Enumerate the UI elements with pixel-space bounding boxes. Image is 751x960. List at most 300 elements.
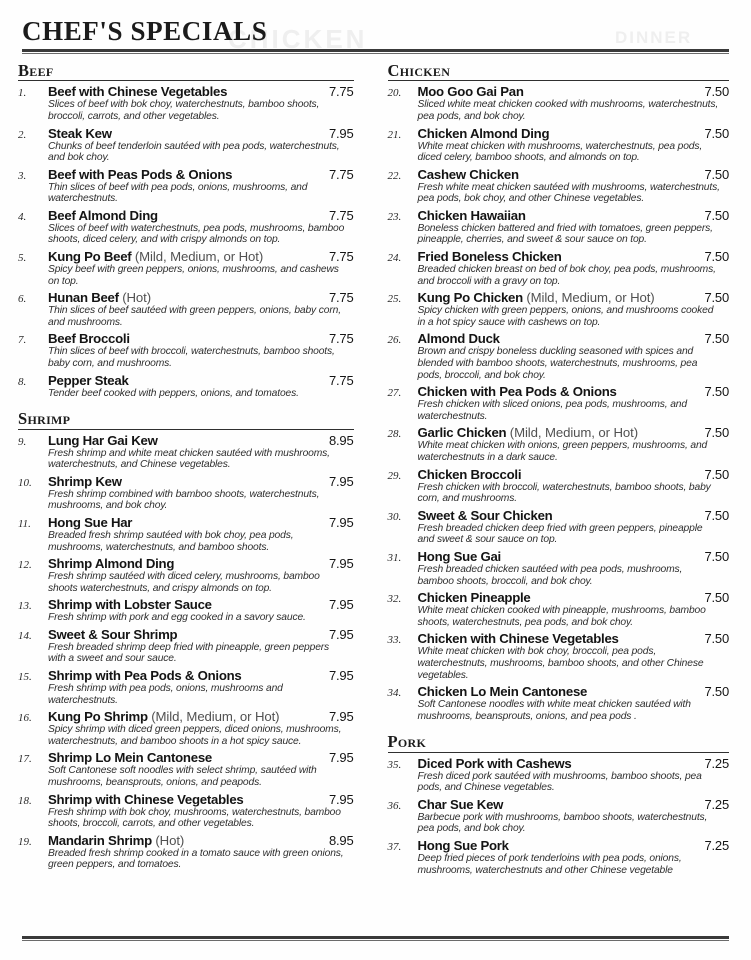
menu-item-description: Slices of beef with waterchestnuts, pea pods, mushrooms, bamboo shoots, diced celery, and with crispy almonds on top. bbox=[48, 222, 345, 246]
menu-item-title-row bbox=[418, 508, 730, 523]
menu-item-description: Fresh shrimp with bok choy, mushrooms, waterchestnuts, bamboo shoots, broccoli, carrots, and other vegetables. bbox=[48, 806, 341, 830]
menu-item-name-text: Kung Po Chicken bbox=[417, 290, 523, 306]
menu-item[interactable] bbox=[18, 208, 354, 246]
menu-item-title-row bbox=[48, 84, 354, 99]
menu-item-name-text: Pepper Steak bbox=[48, 372, 129, 388]
menu-item-name-text: Chicken Almond Ding bbox=[417, 125, 550, 141]
menu-item-name-text: Chicken Hawaiian bbox=[417, 207, 526, 223]
print-showthrough-artifact: CHICKEN bbox=[228, 24, 368, 54]
menu-item-name bbox=[418, 549, 501, 564]
menu-item-name-text: Kung Po Beef bbox=[48, 249, 132, 265]
menu-item-name-text: Moo Goo Gai Pan bbox=[417, 84, 524, 100]
menu-item-description: Fresh white meat chicken sautéed with mushrooms, waterchestnuts, pea pods, bok choy, and other Chinese vegetables. bbox=[417, 181, 720, 205]
menu-item-description: Fresh shrimp with pork and egg cooked in a savory sauce. bbox=[48, 612, 306, 624]
menu-item-price: 7.95 bbox=[328, 750, 354, 766]
menu-item-description: White meat chicken with onions, green peppers, mushrooms, and waterchestnuts in a dark sauce. bbox=[417, 440, 708, 463]
menu-item-price: 8.95 bbox=[328, 432, 354, 448]
menu-item-body bbox=[418, 249, 730, 287]
menu-item-body bbox=[48, 750, 354, 788]
menu-item-name bbox=[48, 126, 112, 141]
menu-item-name-text: Steak Kew bbox=[48, 125, 112, 141]
menu-item-number: 28. bbox=[387, 428, 402, 441]
menu-item-number: 19. bbox=[18, 835, 32, 848]
menu-item-body bbox=[418, 631, 730, 681]
menu-item[interactable] bbox=[18, 515, 354, 553]
menu-item-description: Spicy shrimp with diced green peppers, diced onions, mushrooms, waterchestnuts, and bamboo shoots in a hot spicy sauce. bbox=[48, 724, 342, 747]
menu-columns bbox=[0, 62, 751, 879]
menu-item-body bbox=[418, 331, 730, 381]
left-column bbox=[0, 62, 376, 879]
menu-item-price: 7.50 bbox=[704, 331, 729, 347]
menu-item-title-row bbox=[418, 249, 730, 264]
print-showthrough-artifact: DINNER bbox=[615, 28, 693, 47]
menu-item[interactable] bbox=[388, 290, 730, 328]
menu-item-number: 33. bbox=[387, 634, 402, 647]
menu-item-title-row bbox=[418, 290, 730, 305]
menu-item-name-text: Hong Sue Gai bbox=[417, 548, 501, 564]
menu-item-name bbox=[418, 797, 504, 812]
menu-item-title-row bbox=[48, 373, 354, 388]
menu-item-body bbox=[48, 833, 354, 871]
menu-item-description: Slices of beef with bok choy, waterchestnuts, bamboo shoots, broccoli, carrots, and other vegetables. bbox=[48, 99, 320, 122]
menu-item-title-row bbox=[418, 331, 730, 346]
menu-item-body bbox=[418, 167, 730, 205]
menu-item-title-row bbox=[48, 792, 354, 807]
menu-item[interactable] bbox=[388, 167, 730, 205]
menu-item-title-row bbox=[418, 126, 730, 141]
menu-item-price: 7.95 bbox=[328, 473, 354, 489]
menu-item-title-row bbox=[418, 684, 730, 699]
menu-item-name-text: Lung Har Gai Kew bbox=[48, 432, 158, 448]
footer-rule bbox=[22, 936, 729, 941]
menu-item[interactable] bbox=[18, 331, 354, 369]
menu-item-description: Thin slices of beef with broccoli, waterchestnuts, bamboo shoots, baby corn, and mushrooms. bbox=[48, 346, 335, 370]
menu-item-title-row bbox=[418, 84, 730, 99]
menu-item-name bbox=[48, 515, 132, 530]
menu-item-description: Sliced white meat chicken cooked with mushrooms, waterchestnuts, pea pods, and bok choy. bbox=[417, 99, 719, 122]
menu-item-price: 7.75 bbox=[328, 249, 354, 265]
menu-item-number: 4. bbox=[18, 210, 27, 223]
menu-item[interactable] bbox=[388, 384, 730, 422]
menu-item-name bbox=[418, 249, 562, 264]
menu-item-title-row bbox=[418, 384, 730, 399]
menu-item-number: 20. bbox=[387, 87, 402, 100]
menu-item-description: Fresh breaded shrimp deep fried with pineapple, green peppers with a sweet and sour sauce. bbox=[48, 641, 330, 665]
menu-item-name-text: Beef Broccoli bbox=[48, 331, 130, 347]
menu-item[interactable] bbox=[18, 627, 354, 665]
menu-item-number: 11. bbox=[18, 517, 31, 530]
menu-section bbox=[18, 410, 354, 871]
menu-item-name-text: Cashew Chicken bbox=[417, 166, 519, 182]
menu-item-number: 8. bbox=[18, 375, 27, 388]
menu-item-name-text: Char Sue Kew bbox=[417, 796, 504, 812]
menu-item-number: 1. bbox=[18, 87, 27, 100]
menu-item-name-text: Diced Pork with Cashews bbox=[417, 755, 572, 771]
menu-item-title-row bbox=[418, 631, 730, 646]
menu-item-body bbox=[48, 331, 354, 369]
menu-item-price: 8.95 bbox=[328, 832, 354, 848]
menu-item[interactable] bbox=[388, 508, 730, 546]
menu-masthead bbox=[22, 18, 729, 54]
menu-item-number: 17. bbox=[18, 753, 32, 766]
menu-item-name-text: Chicken Pineapple bbox=[417, 590, 531, 606]
menu-item-description: Soft Cantonese soft noodles with select shrimp, sautéed with mushrooms, beansprouts, onions, and peapods. bbox=[48, 765, 317, 789]
menu-item-number: 12. bbox=[18, 559, 32, 572]
menu-item-description: White meat chicken with mushrooms, waterchestnuts, pea pods, diced celery, bamboo shoots, and almonds on top. bbox=[417, 140, 703, 164]
menu-item[interactable] bbox=[18, 833, 354, 871]
section-heading: Pork bbox=[387, 732, 427, 752]
menu-item[interactable] bbox=[388, 631, 730, 681]
section-rule bbox=[18, 429, 354, 430]
menu-item[interactable] bbox=[18, 167, 354, 205]
menu-item-name-text: Chicken Broccoli bbox=[417, 466, 522, 482]
menu-item[interactable] bbox=[388, 797, 730, 835]
menu-item-body bbox=[48, 290, 354, 328]
menu-item-price: 7.50 bbox=[704, 384, 729, 400]
menu-item-price: 7.95 bbox=[328, 668, 354, 684]
menu-item-title-row bbox=[48, 833, 354, 848]
menu-item-name bbox=[48, 208, 158, 223]
menu-item-name bbox=[418, 425, 639, 440]
menu-item-title-row bbox=[418, 425, 730, 440]
menu-item-name-text: Shrimp with Chinese Vegetables bbox=[48, 791, 244, 807]
menu-item-price: 7.75 bbox=[328, 166, 354, 182]
menu-item-number: 10. bbox=[18, 476, 32, 489]
menu-item-name-text: Beef Almond Ding bbox=[48, 207, 158, 223]
menu-item-number: 37. bbox=[387, 841, 402, 853]
right-column bbox=[376, 62, 751, 879]
menu-item-number: 34. bbox=[387, 687, 402, 700]
menu-item[interactable] bbox=[388, 425, 730, 463]
menu-item-name bbox=[48, 474, 122, 489]
menu-item-description: Brown and crispy boneless duckling seasoned with spices and blended with bamboo shoots, waterchestnuts, mushrooms, pea pods, broccoli, and bok choy. bbox=[417, 346, 698, 381]
menu-item[interactable] bbox=[388, 126, 730, 164]
menu-item[interactable] bbox=[18, 373, 354, 400]
menu-item-description: White meat chicken cooked with pineapple, mushrooms, bamboo shoots, waterchestnuts, pea pods, and bok choy. bbox=[417, 605, 706, 628]
menu-item-number: 6. bbox=[18, 293, 27, 306]
menu-item-description: Fresh chicken with sliced onions, pea pods, mushrooms, and waterchestnuts. bbox=[417, 399, 687, 422]
menu-item[interactable] bbox=[18, 792, 354, 830]
menu-item-title-row bbox=[48, 290, 354, 305]
menu-item-description: Breaded fresh shrimp sautéed with bok choy, pea pods, mushrooms, waterchestnuts, and bamboo shoots. bbox=[48, 529, 294, 553]
menu-item[interactable] bbox=[18, 597, 354, 624]
menu-item-title-row bbox=[48, 668, 354, 683]
menu-item-price: 7.50 bbox=[704, 548, 729, 564]
menu-item-name bbox=[418, 331, 500, 346]
menu-item[interactable] bbox=[18, 126, 354, 164]
menu-item-title-row bbox=[48, 167, 354, 182]
menu-item-number: 14. bbox=[18, 629, 32, 642]
menu-item-description: Fresh chicken with broccoli, waterchestnuts, bamboo shoots, baby corn, and mushrooms. bbox=[417, 481, 711, 505]
menu-item-body bbox=[418, 384, 730, 422]
menu-item-number: 21. bbox=[387, 128, 402, 141]
menu-item-name-text: Kung Po Shrimp bbox=[48, 709, 148, 725]
menu-item-body bbox=[48, 208, 354, 246]
section-heading: Shrimp bbox=[18, 409, 71, 429]
menu-item[interactable] bbox=[388, 684, 730, 722]
section-rule bbox=[388, 80, 730, 81]
menu-item-title-row bbox=[48, 249, 354, 264]
menu-section bbox=[388, 733, 730, 876]
menu-item-name bbox=[418, 290, 655, 305]
menu-item-name bbox=[48, 833, 184, 848]
menu-item-body bbox=[418, 838, 730, 876]
menu-item-name-text: Beef with Peas Pods & Onions bbox=[48, 166, 233, 182]
menu-item-spice-qualifier: (Hot) bbox=[122, 290, 152, 306]
menu-item-title-row bbox=[48, 126, 354, 141]
menu-item[interactable] bbox=[18, 709, 354, 747]
menu-item-number: 27. bbox=[387, 387, 402, 400]
menu-item-name bbox=[418, 508, 553, 523]
menu-item-title-row bbox=[48, 331, 354, 346]
menu-item-description: White meat chicken with bok choy, broccoli, pea pods, waterchestnuts, mushrooms, bamboo shoots, and other Chinese vegetables. bbox=[417, 646, 704, 681]
menu-item-name bbox=[48, 290, 151, 305]
menu-item-price: 7.75 bbox=[328, 290, 354, 306]
menu-item-price: 7.95 bbox=[328, 597, 354, 613]
menu-item-number: 24. bbox=[387, 252, 402, 265]
menu-item-body bbox=[48, 474, 354, 512]
menu-item-name bbox=[418, 208, 526, 223]
menu-item-number: 25. bbox=[387, 293, 402, 306]
menu-item-body bbox=[48, 556, 354, 594]
menu-item-body bbox=[48, 792, 354, 830]
menu-item-description: Fresh breaded chicken deep fried with green peppers, pineapple and sweet & sour sauce on top. bbox=[417, 522, 703, 546]
menu-item-title-row bbox=[48, 208, 354, 223]
menu-item-number: 2. bbox=[18, 128, 27, 141]
menu-item[interactable] bbox=[18, 556, 354, 594]
menu-item-description: Fresh shrimp combined with bamboo shoots, waterchestnuts, mushrooms, and bok choy. bbox=[48, 488, 320, 512]
menu-item-price: 7.95 bbox=[328, 791, 354, 807]
menu-item-name bbox=[48, 331, 130, 346]
menu-item[interactable] bbox=[388, 549, 730, 587]
menu-item-name bbox=[48, 556, 174, 571]
menu-item-name-text: Hong Sue Pork bbox=[417, 838, 509, 853]
menu-item[interactable] bbox=[18, 474, 354, 512]
menu-item-spice-qualifier: (Mild, Medium, or Hot) bbox=[526, 290, 655, 306]
menu-item-price: 7.95 bbox=[328, 626, 354, 642]
menu-item-name bbox=[48, 668, 242, 683]
menu-item-name bbox=[418, 126, 550, 141]
menu-item-price: 7.50 bbox=[704, 290, 729, 306]
menu-item-body bbox=[418, 425, 730, 463]
menu-item-number: 26. bbox=[387, 334, 402, 347]
menu-item-name bbox=[418, 838, 509, 853]
menu-item-body bbox=[418, 590, 730, 628]
menu-item[interactable] bbox=[18, 433, 354, 471]
menu-item-title-row bbox=[418, 167, 730, 182]
menu-item-number: 32. bbox=[387, 593, 402, 606]
menu-item-description: Deep fried pieces of pork tenderloins with pea pods, onions, mushrooms, waterchestnuts and other Chinese vegetable bbox=[417, 853, 682, 876]
menu-item-spice-qualifier: (Mild, Medium, or Hot) bbox=[151, 709, 280, 725]
menu-item-price: 7.95 bbox=[328, 709, 354, 725]
menu-item-name-text: Beef with Chinese Vegetables bbox=[48, 84, 228, 100]
menu-item-name-text: Chicken Lo Mein Cantonese bbox=[417, 684, 588, 700]
menu-item-price: 7.50 bbox=[704, 590, 729, 606]
menu-item-name bbox=[418, 756, 572, 771]
menu-item-name-text: Shrimp with Lobster Sauce bbox=[48, 597, 212, 613]
menu-item-name bbox=[418, 467, 522, 482]
menu-item-price: 7.75 bbox=[328, 207, 354, 223]
section-rule bbox=[18, 80, 354, 81]
menu-item-price: 7.50 bbox=[704, 425, 729, 441]
menu-item-title-row bbox=[418, 590, 730, 605]
menu-item-title-row bbox=[418, 549, 730, 564]
menu-item-price: 7.25 bbox=[704, 796, 729, 812]
menu-item-title-row bbox=[48, 433, 354, 448]
menu-item-body bbox=[48, 167, 354, 205]
menu-item-body bbox=[418, 797, 730, 835]
menu-item-number: 15. bbox=[18, 671, 32, 684]
menu-item-description: Breaded chicken breast on bed of bok choy, pea pods, mushrooms, and broccoli with a gravy on top. bbox=[417, 264, 716, 287]
masthead-rule bbox=[22, 49, 729, 54]
page-title: CHEF'S SPECIALS bbox=[22, 16, 268, 46]
menu-item-name-text: Almond Duck bbox=[417, 331, 500, 347]
menu-item-number: 13. bbox=[18, 600, 32, 613]
menu-item-name-text: Chicken with Chinese Vegetables bbox=[417, 631, 619, 647]
menu-section bbox=[18, 62, 354, 399]
menu-item-number: 36. bbox=[387, 799, 402, 812]
menu-item-number: 22. bbox=[387, 169, 402, 182]
menu-item-body bbox=[48, 373, 354, 400]
menu-item-description: Breaded fresh shrimp cooked in a tomato sauce with green onions, green peppers, and tomatoes. bbox=[48, 847, 344, 871]
menu-item-name-text: Shrimp Kew bbox=[48, 473, 122, 489]
menu-item-number: 16. bbox=[18, 712, 32, 725]
menu-item-number: 3. bbox=[18, 169, 27, 182]
menu-item-spice-qualifier: (Hot) bbox=[155, 832, 185, 848]
menu-item[interactable] bbox=[388, 467, 730, 505]
menu-item-name-text: Shrimp Lo Mein Cantonese bbox=[48, 750, 212, 766]
menu-item-name-text: Fried Boneless Chicken bbox=[417, 249, 562, 265]
menu-item-title-row bbox=[418, 756, 730, 771]
menu-item-description: Fresh shrimp with pea pods, onions, mushrooms and waterchestnuts. bbox=[48, 683, 283, 706]
menu-item-description: Fresh breaded chicken sautéed with pea pods, mushrooms, bamboo shoots, broccoli, and bok choy. bbox=[417, 563, 683, 587]
menu-item-price: 7.50 bbox=[704, 507, 729, 523]
menu-item-name bbox=[418, 384, 617, 399]
menu-item-body bbox=[48, 433, 354, 471]
menu-item-number: 31. bbox=[387, 551, 402, 564]
menu-item-title-row bbox=[48, 709, 354, 724]
section-rule bbox=[388, 752, 730, 753]
menu-item-name-text: Sweet & Sour Chicken bbox=[417, 507, 553, 523]
menu-item-price: 7.75 bbox=[328, 372, 354, 388]
menu-item-price: 7.50 bbox=[704, 207, 729, 223]
menu-item-title-row bbox=[48, 474, 354, 489]
menu-item-number: 23. bbox=[387, 210, 402, 223]
menu-item-name-text: Shrimp with Pea Pods & Onions bbox=[48, 668, 242, 684]
menu-item-description: Spicy chicken with green peppers, onions, and mushrooms cooked in a hot spicy sauce with cashews on top. bbox=[417, 305, 714, 328]
menu-item-name bbox=[418, 84, 524, 99]
menu-item[interactable] bbox=[388, 249, 730, 287]
menu-item-price: 7.25 bbox=[704, 755, 729, 771]
menu-item-number: 35. bbox=[387, 758, 402, 771]
menu-item-number: 7. bbox=[18, 334, 27, 347]
menu-item-name bbox=[418, 631, 619, 646]
menu-item-description: Fresh shrimp sautéed with diced celery, mushrooms, bamboo shoots waterchestnuts, and crispy almonds on top. bbox=[48, 571, 320, 594]
menu-item-body bbox=[48, 515, 354, 553]
menu-item-title-row bbox=[48, 597, 354, 612]
menu-item-title-row bbox=[418, 208, 730, 223]
menu-item-name bbox=[48, 597, 212, 612]
menu-item-body bbox=[418, 467, 730, 505]
menu-item-body bbox=[418, 290, 730, 328]
menu-item-title-row bbox=[48, 515, 354, 530]
menu-item-body bbox=[418, 756, 730, 794]
menu-item-price: 7.75 bbox=[328, 331, 354, 347]
menu-item-body bbox=[418, 208, 730, 246]
menu-item-name bbox=[418, 684, 588, 699]
menu-item-body bbox=[48, 597, 354, 624]
menu-item[interactable] bbox=[388, 331, 730, 381]
menu-item-price: 7.50 bbox=[704, 249, 729, 265]
menu-item-description: Thin slices of beef sautéed with green peppers, onions, baby corn, and mushrooms. bbox=[48, 305, 341, 328]
menu-item-name bbox=[48, 167, 232, 182]
menu-item-body bbox=[48, 627, 354, 665]
menu-item[interactable] bbox=[18, 249, 354, 287]
menu-item-title-row bbox=[418, 797, 730, 812]
menu-item-body bbox=[418, 508, 730, 546]
menu-item-name-text: Sweet & Sour Shrimp bbox=[48, 626, 178, 642]
menu-item[interactable] bbox=[18, 84, 354, 122]
menu-item-body bbox=[418, 684, 730, 722]
menu-item-price: 7.75 bbox=[328, 84, 354, 100]
menu-item-number: 18. bbox=[18, 794, 32, 807]
menu-item-name-text: Shrimp Almond Ding bbox=[48, 556, 175, 572]
menu-item[interactable] bbox=[388, 590, 730, 628]
menu-item-name bbox=[48, 433, 158, 448]
menu-item-body bbox=[48, 668, 354, 706]
menu-item-body bbox=[48, 709, 354, 747]
menu-item-description: Fresh diced pork sautéed with mushrooms, bamboo shoots, pea pods, and Chinese vegetables. bbox=[417, 770, 702, 794]
menu-item-number: 5. bbox=[18, 252, 27, 265]
menu-item-price: 7.50 bbox=[704, 166, 729, 182]
menu-item-price: 7.95 bbox=[328, 125, 354, 141]
menu-item-name bbox=[418, 167, 519, 182]
menu-item-title-row bbox=[48, 556, 354, 571]
menu-item-price: 7.50 bbox=[704, 84, 729, 100]
menu-item-name-text: Garlic Chicken bbox=[417, 425, 507, 441]
menu-item[interactable] bbox=[18, 668, 354, 706]
menu-item-name-text: Chicken with Pea Pods & Onions bbox=[417, 384, 617, 400]
menu-item-description: Thin slices of beef with pea pods, onions, mushrooms, and waterchestnuts. bbox=[48, 181, 308, 205]
menu-item-body bbox=[48, 126, 354, 164]
menu-item-number: 29. bbox=[387, 469, 402, 482]
menu-item[interactable] bbox=[388, 756, 730, 794]
menu-item[interactable] bbox=[388, 84, 730, 122]
menu-item-price: 7.25 bbox=[704, 838, 729, 853]
menu-item-spice-qualifier: (Mild, Medium, or Hot) bbox=[134, 249, 264, 265]
menu-item-name bbox=[48, 249, 263, 264]
menu-item-description: Chunks of beef tenderloin sautéed with pea pods, waterchestnuts, and bok choy. bbox=[48, 140, 340, 164]
menu-item[interactable] bbox=[18, 750, 354, 788]
menu-item-description: Boneless chicken battered and fried with tomatoes, green peppers, pineapple, cherries, and sweet & sour sauce on top. bbox=[417, 222, 713, 246]
menu-item-title-row bbox=[48, 627, 354, 642]
menu-item[interactable] bbox=[388, 208, 730, 246]
menu-item-description: Barbecue pork with mushrooms, bamboo shoots, waterchestnuts, pea pods, and bok choy. bbox=[417, 811, 708, 835]
menu-item-number: 30. bbox=[387, 510, 402, 523]
menu-item-title-row bbox=[418, 467, 730, 482]
menu-item-name bbox=[48, 792, 244, 807]
menu-item-name bbox=[418, 590, 531, 605]
menu-item[interactable] bbox=[388, 838, 730, 876]
menu-item-body bbox=[418, 84, 730, 122]
menu-item-name bbox=[48, 750, 212, 765]
menu-item-name bbox=[48, 709, 279, 724]
menu-item-description: Spicy beef with green peppers, onions, mushrooms, and cashews on top. bbox=[48, 264, 339, 287]
menu-item-description: Tender beef cooked with peppers, onions, and tomatoes. bbox=[48, 387, 299, 399]
section-heading: Chicken bbox=[387, 61, 451, 80]
menu-item-description: Fresh shrimp and white meat chicken sautéed with mushrooms, waterchestnuts, and Chinese vegetables. bbox=[48, 447, 330, 471]
menu-item[interactable] bbox=[18, 290, 354, 328]
